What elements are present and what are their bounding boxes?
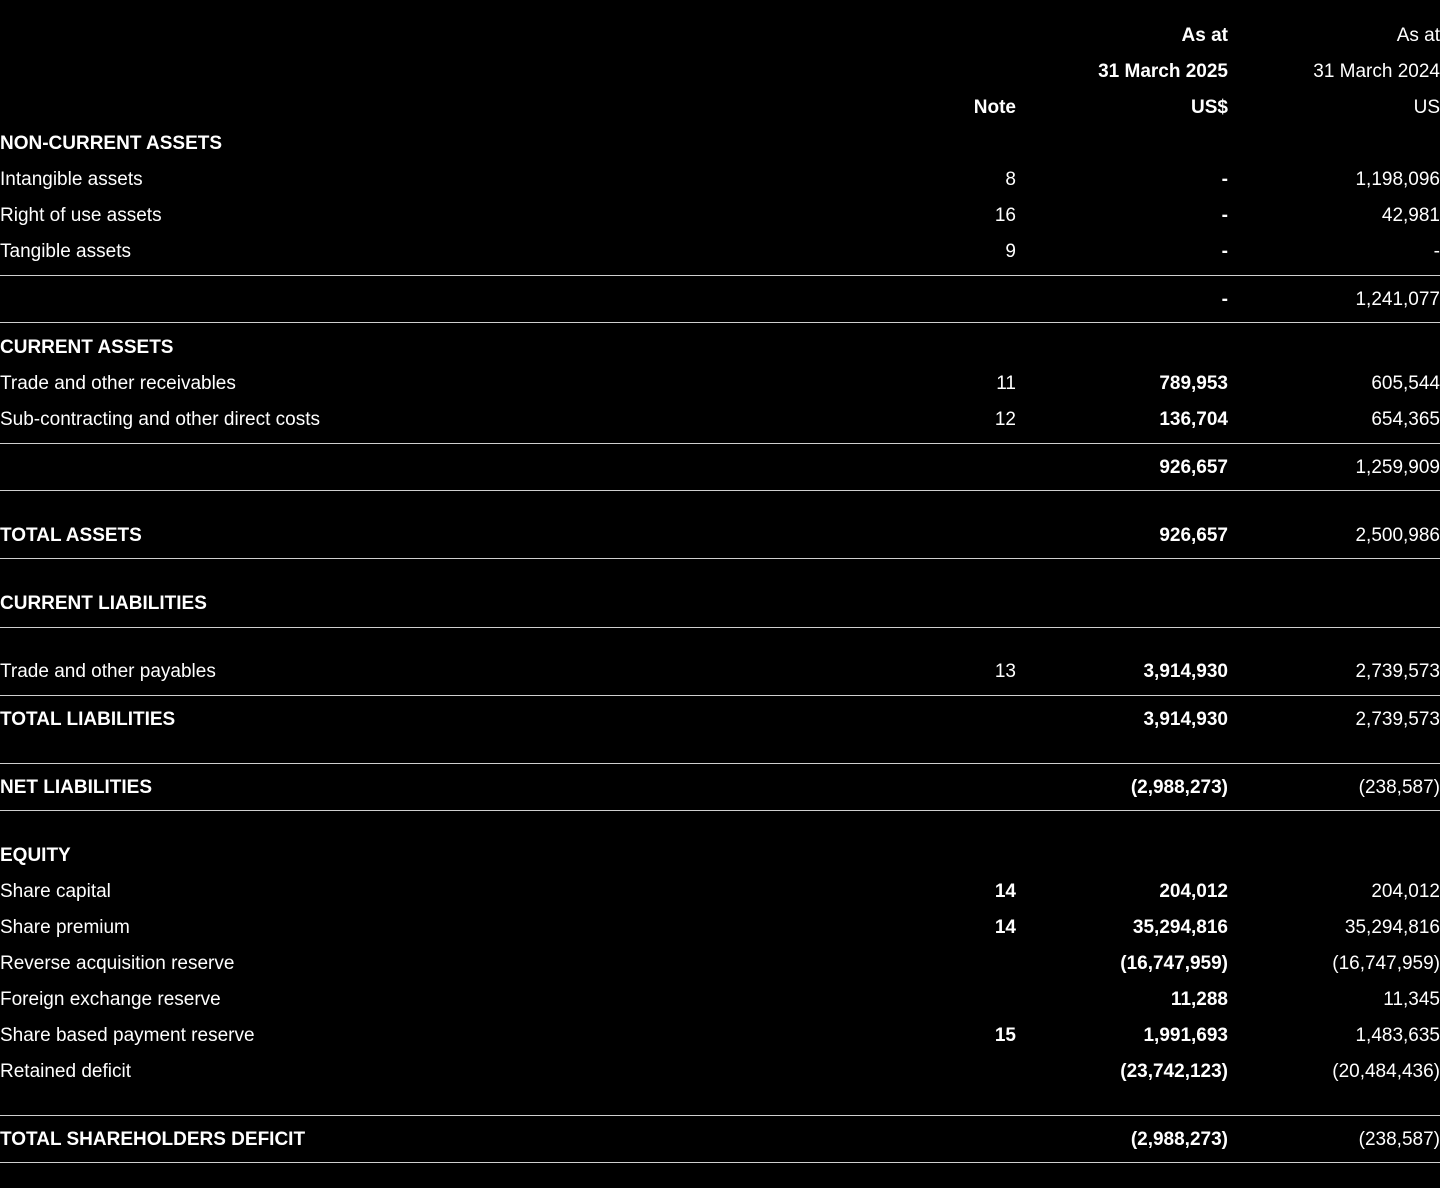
subtotal-current-value: 926,657 [1159,457,1228,478]
prior-col-line1: As at [1396,25,1440,46]
subtotal-prior-value: 1,259,909 [1355,457,1440,478]
total-shareholders-deficit-current-value: (2,988,273) [1130,1129,1228,1150]
table-row [0,366,1440,402]
row-current-value: - [1221,169,1228,190]
header-row-2 [0,54,1440,90]
subtotal-row [0,450,1440,486]
divider [0,443,1440,444]
row-label: Retained deficit [0,1061,131,1082]
note-column-header: Note [973,97,1016,118]
row-note: 12 [994,409,1016,430]
table-row [0,874,1440,910]
row-note: 15 [994,1025,1016,1046]
subtotal-current-value: - [1221,289,1228,310]
total-liabilities-row [0,702,1440,738]
divider [0,627,1440,628]
row-label: Trade and other payables [0,661,216,682]
table-row [0,234,1440,270]
net-liabilities-current-value: (2,988,273) [1130,777,1228,798]
row-current-value: 11,288 [1170,989,1228,1010]
row-label: Sub-contracting and other direct costs [0,409,321,430]
row-current-value: 1,991,693 [1143,1025,1228,1046]
section-heading: NON-CURRENT ASSETS [0,133,223,154]
total-liabilities-label: TOTAL LIABILITIES [0,709,176,730]
row-label: Share based payment reserve [0,1025,255,1046]
row-label: Right of use assets [0,205,162,226]
row-label: Trade and other receivables [0,373,236,394]
section-heading: CURRENT LIABILITIES [0,593,207,614]
section-heading-row [0,126,1440,162]
row-prior-value: 605,544 [1371,373,1440,394]
section-heading-row [0,330,1440,366]
row-current-value: - [1221,241,1228,262]
table-row [0,910,1440,946]
row-prior-value: 654,365 [1371,409,1440,430]
row-note: 11 [996,373,1016,394]
row-note: 8 [1005,169,1016,190]
row-current-value: 35,294,816 [1132,917,1228,938]
row-current-value: 136,704 [1159,409,1228,430]
current-col-line2: 31 March 2025 [1098,61,1228,82]
section-heading: CURRENT ASSETS [0,337,174,358]
total-shareholders-deficit-prior-value: (238,587) [1358,1129,1440,1150]
divider [0,275,1440,276]
net-liabilities-prior-value: (238,587) [1358,777,1440,798]
row-label: Intangible assets [0,169,143,190]
row-current-value: - [1221,205,1228,226]
table-row [0,946,1440,982]
prior-col-line3: US [1413,97,1440,118]
total-shareholders-deficit-row [0,1122,1440,1158]
row-note: 14 [994,917,1016,938]
divider [0,322,1440,323]
table-row [0,198,1440,234]
table-row [0,654,1440,690]
row-note: 16 [994,205,1016,226]
net-liabilities-row [0,770,1440,806]
divider [0,763,1440,764]
row-current-value: 204,012 [1159,881,1228,902]
header-row-1 [0,18,1440,54]
total-liabilities-prior-value: 2,739,573 [1355,709,1440,730]
table-row [0,982,1440,1018]
table-row [0,1054,1440,1090]
divider [0,1115,1440,1116]
row-current-value: 789,953 [1159,373,1228,394]
row-label: Tangible assets [0,241,131,262]
divider [0,695,1440,696]
divider [0,490,1440,491]
row-prior-value: 204,012 [1371,881,1440,902]
divider [0,558,1440,559]
row-label: Share capital [0,881,111,902]
row-note: 9 [1005,241,1016,262]
row-prior-value: 42,981 [1381,205,1440,226]
row-note: 14 [994,881,1016,902]
table-row [0,402,1440,438]
total-assets-row [0,518,1440,554]
current-col-line1: As at [1181,25,1228,46]
row-current-value: 3,914,930 [1143,661,1228,682]
section-heading-row [0,838,1440,874]
row-label: Share premium [0,917,130,938]
row-prior-value: 1,483,635 [1355,1025,1440,1046]
row-prior-value: (20,484,436) [1332,1061,1440,1082]
row-prior-value: 35,294,816 [1344,917,1440,938]
section-heading: EQUITY [0,845,71,866]
row-current-value: (23,742,123) [1120,1061,1228,1082]
divider [0,1162,1440,1163]
subtotal-row [0,282,1440,318]
total-liabilities-current-value: 3,914,930 [1143,709,1228,730]
total-assets-prior-value: 2,500,986 [1355,525,1440,546]
total-assets-label: TOTAL ASSETS [0,525,142,546]
row-prior-value: 1,198,096 [1355,169,1440,190]
table-row [0,162,1440,198]
prior-col-line2: 31 March 2024 [1313,61,1440,82]
row-label: Foreign exchange reserve [0,989,221,1010]
net-liabilities-label: NET LIABILITIES [0,777,152,798]
row-prior-value: 2,739,573 [1355,661,1440,682]
total-shareholders-deficit-label: TOTAL SHAREHOLDERS DEFICIT [0,1129,306,1150]
row-prior-value: (16,747,959) [1332,953,1440,974]
row-prior-value: - [1433,241,1440,262]
header-row-3 [0,90,1440,126]
divider [0,810,1440,811]
table-row [0,1018,1440,1054]
section-heading-row [0,586,1440,622]
row-current-value: (16,747,959) [1120,953,1228,974]
current-col-line3: US$ [1191,97,1228,118]
row-note: 13 [994,661,1016,682]
subtotal-prior-value: 1,241,077 [1355,289,1440,310]
total-assets-current-value: 926,657 [1159,525,1228,546]
row-prior-value: 11,345 [1383,989,1440,1010]
row-label: Reverse acquisition reserve [0,953,235,974]
